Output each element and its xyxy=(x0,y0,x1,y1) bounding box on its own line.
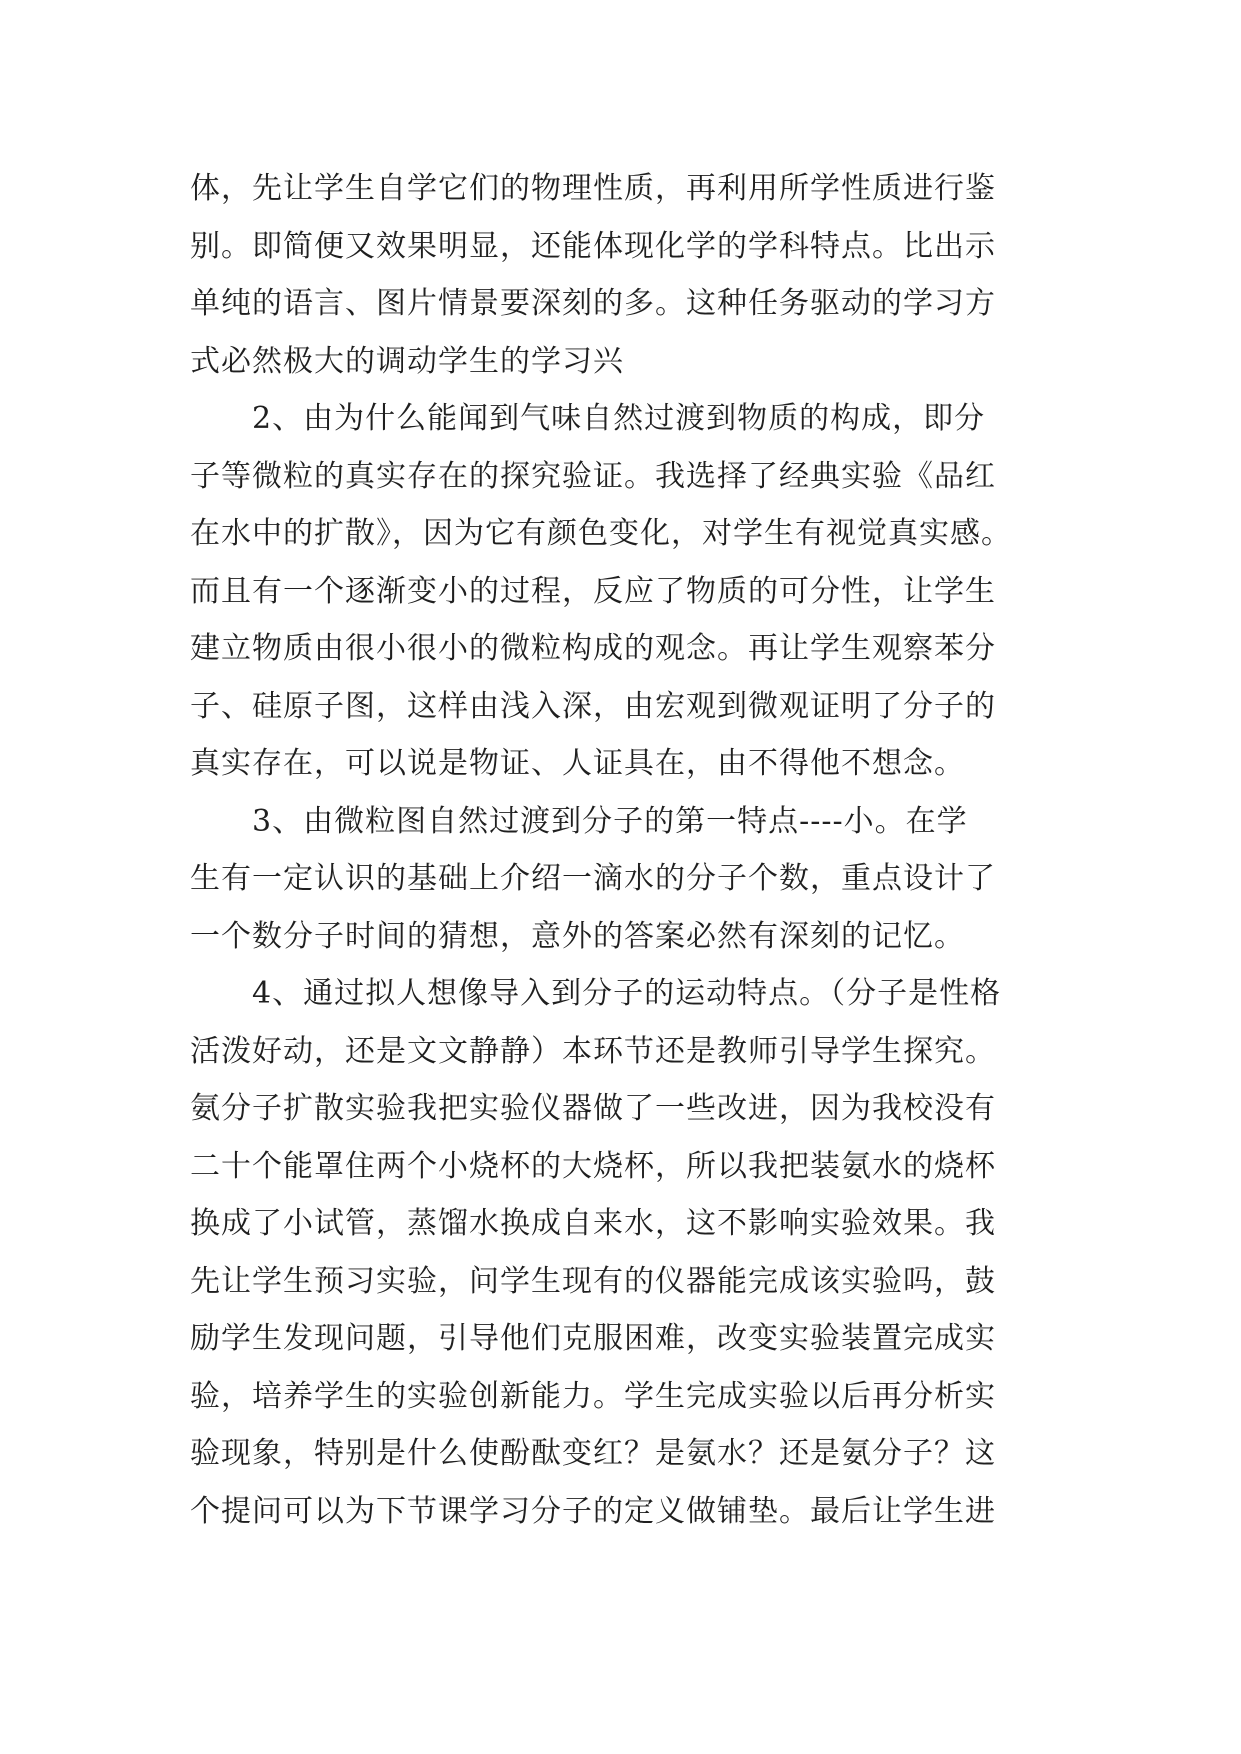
text-line: 别。即简便又效果明显，还能体现化学的学科特点。比出示 xyxy=(190,228,996,264)
text-line: 验，培养学生的实验创新能力。学生完成实验以后再分析实 xyxy=(190,1378,996,1414)
text-line: 励学生发现问题，引导他们克服困难，改变实验装置完成实 xyxy=(190,1321,996,1356)
text-line: 而且有一个逐渐变小的过程，反应了物质的可分性，让学生 xyxy=(190,573,996,609)
text-line: 单纯的语言、图片情景要深刻的多。这种任务驱动的学习方 xyxy=(190,286,996,321)
text-line: 换成了小试管，蒸馏水换成自来水，这不影响实验效果。我 xyxy=(190,1206,996,1241)
text-line: 二十个能罩住两个小烧杯的大烧杯，所以我把装氨水的烧杯 xyxy=(190,1148,996,1184)
text-line: 氨分子扩散实验我把实验仪器做了一些改进，因为我校没有 xyxy=(190,1091,996,1126)
text-line: 3、由微粒图自然过渡到分子的第一特点----小。在学 xyxy=(190,803,968,839)
text-line: 真实存在，可以说是物证、人证具在，由不得他不想念。 xyxy=(190,746,965,781)
text-line: 建立物质由很小很小的微粒构成的观念。再让学生观察苯分 xyxy=(190,631,996,666)
body-text xyxy=(190,160,1060,1540)
text-line: 活泼好动，还是文文静静）本环节还是教师引导学生探究。 xyxy=(190,1033,996,1069)
text-line: 先让学生预习实验，问学生现有的仪器能完成该实验吗，鼓 xyxy=(190,1263,996,1299)
text-line: 个提问可以为下节课学习分子的定义做铺垫。最后让学生进 xyxy=(190,1493,996,1529)
text-line: 2、由为什么能闻到气味自然过渡到物质的构成，即分 xyxy=(190,401,986,436)
text-line: 子等微粒的真实存在的探究验证。我选择了经典实验《品红 xyxy=(190,458,996,494)
text-line: 体，先让学生自学它们的物理性质，再利用所学性质进行鉴 xyxy=(190,171,996,206)
text-line: 在水中的扩散》，因为它有颜色变化，对学生有视觉真实感。 xyxy=(190,516,1012,551)
text-line: 验现象，特别是什么使酚酞变红？是氨水？还是氨分子？这 xyxy=(190,1436,996,1471)
text-line: 子、硅原子图，这样由浅入深，由宏观到微观证明了分子的 xyxy=(190,688,996,724)
text-line: 一个数分子时间的猜想，意外的答案必然有深刻的记忆。 xyxy=(190,918,965,954)
text-line: 式必然极大的调动学生的学习兴 xyxy=(190,343,624,379)
text-line: 4、通过拟人想像导入到分子的运动特点。（分子是性格 xyxy=(190,976,1002,1011)
text-line: 生有一定认识的基础上介绍一滴水的分子个数，重点设计了 xyxy=(190,861,996,896)
